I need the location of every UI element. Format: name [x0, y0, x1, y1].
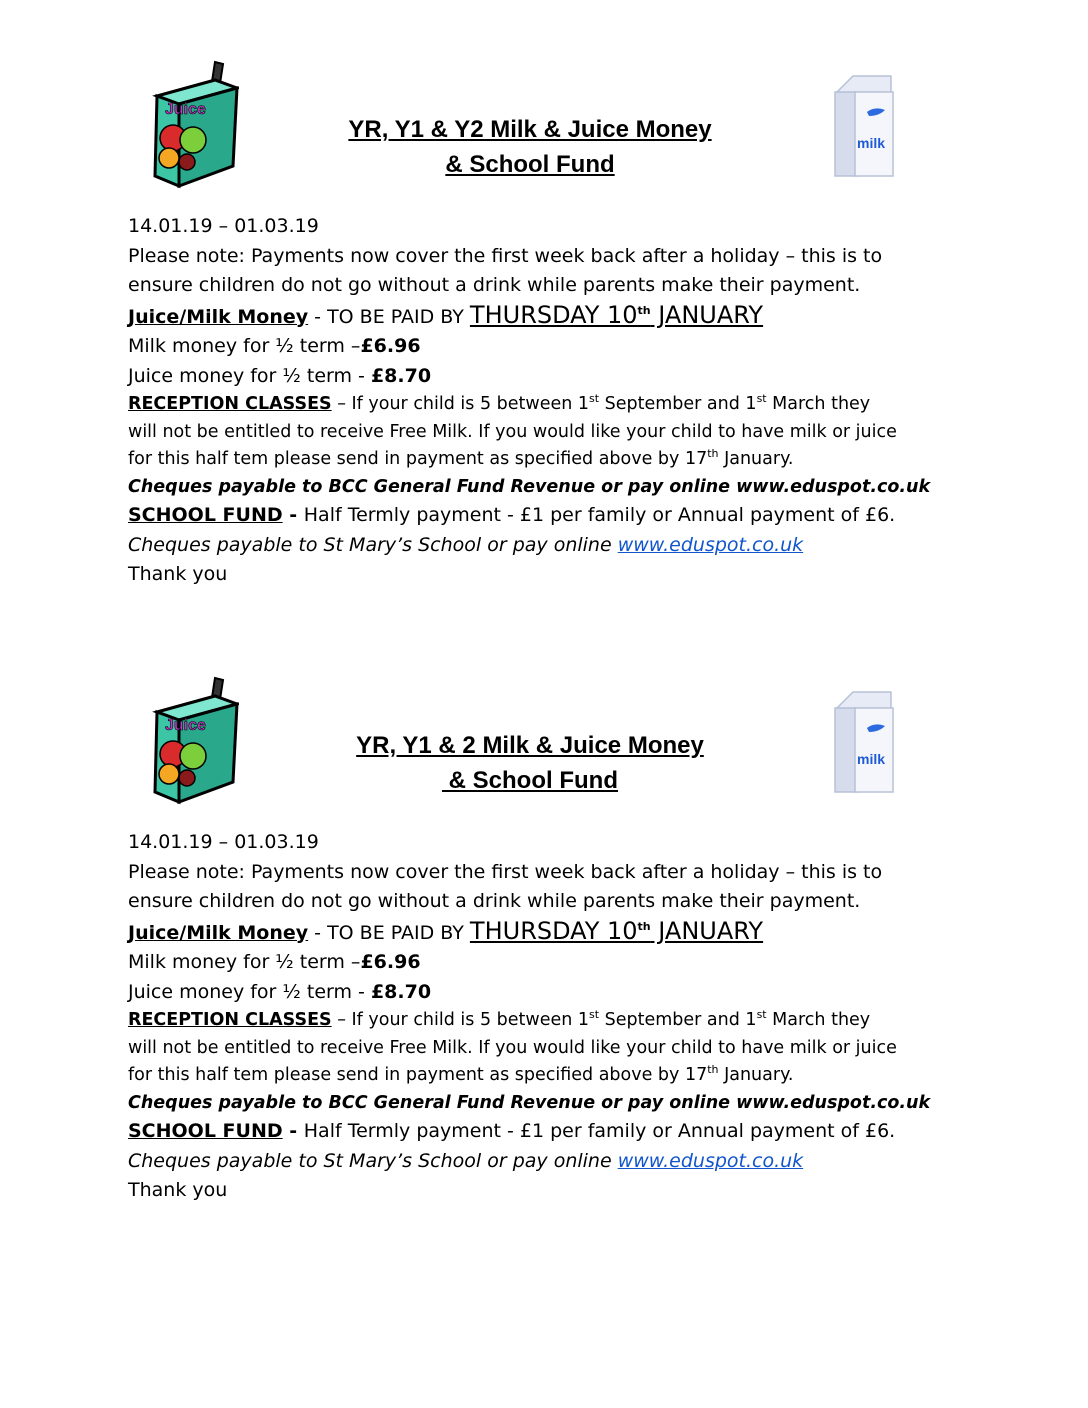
milk-price-line: Milk money for ½ term –£6.96: [128, 951, 421, 973]
cheques-school-line: Cheques payable to St Mary’s School or pay online www.eduspot.co.uk: [128, 533, 804, 556]
juice-price: £8.70: [370, 980, 432, 1003]
reception-label: RECEPTION CLASSES: [128, 394, 332, 414]
juice-milk-label: Juice/Milk Money: [128, 305, 309, 328]
date-range: 14.01.19 – 01.03.19: [128, 215, 319, 237]
svg-text:Juice: Juice: [165, 717, 206, 734]
svg-text:Juice: Juice: [165, 101, 206, 118]
reception-line-1: RECEPTION CLASSES – If your child is 5 between 1st September and 1st March they: [128, 392, 871, 414]
milk-price: £6.96: [360, 951, 421, 973]
date-range: 14.01.19 – 01.03.19: [128, 831, 319, 853]
juice-price: £8.70: [370, 364, 432, 387]
cheques-bcc: Cheques payable to BCC General Fund Revenue or pay online www.eduspot.co.uk: [128, 476, 931, 497]
deadline-date: THURSDAY 10th JANUARY: [469, 916, 764, 945]
notice-title-line1: YR, Y1 & Y2 Milk & Juice Money: [348, 116, 712, 143]
notice-body: [128, 828, 968, 1206]
milk-price-line: Milk money for ½ term –£6.96: [128, 335, 421, 357]
note-line-2: ensure children do not go without a drink while parents make their payment.: [128, 890, 861, 912]
school-fund-line: SCHOOL FUND - Half Termly payment - £1 per family or Annual payment of £6.: [128, 504, 896, 526]
juice-box-icon: [149, 58, 239, 190]
cheques-school-line: Cheques payable to St Mary’s School or pay online www.eduspot.co.uk: [128, 1149, 804, 1172]
reception-label: RECEPTION CLASSES: [128, 1010, 332, 1030]
deadline-date: THURSDAY 10th JANUARY: [469, 300, 764, 329]
to-be-paid-text: - TO BE PAID BY: [308, 305, 470, 328]
reception-line-1: RECEPTION CLASSES – If your child is 5 between 1st September and 1st March they: [128, 1008, 871, 1030]
notice-title-line2: & School Fund: [445, 151, 615, 178]
reception-line-2: will not be entitled to receive Free Milk. If you would like your child to have milk or juice: [128, 1037, 897, 1058]
milk-price: £6.96: [360, 335, 421, 357]
school-fund-label: SCHOOL FUND: [128, 1120, 283, 1142]
school-fund-label: SCHOOL FUND: [128, 504, 283, 526]
note-line-2: ensure children do not go without a drink while parents make their payment.: [128, 274, 861, 296]
reception-line-3: for this half tem please send in payment as specified above by 17th January.: [128, 447, 794, 469]
svg-text:milk: milk: [857, 135, 886, 151]
cheques-bcc: Cheques payable to BCC General Fund Revenue or pay online www.eduspot.co.uk: [128, 1092, 931, 1113]
school-fund-line: SCHOOL FUND - Half Termly payment - £1 per family or Annual payment of £6.: [128, 1120, 896, 1142]
deadline-line: [128, 301, 968, 333]
note-line-1: Please note: Payments now cover the first week back after a holiday – this is to: [128, 860, 883, 883]
thank-you: Thank you: [128, 1179, 228, 1201]
reception-line-2: will not be entitled to receive Free Milk. If you would like your child to have milk or juice: [128, 421, 897, 442]
juice-price-line: Juice money for ½ term - £8.70: [128, 364, 432, 387]
svg-text:milk: milk: [857, 751, 886, 767]
reception-line-3: for this half tem please send in payment as specified above by 17th January.: [128, 1063, 794, 1085]
note-line-1: Please note: Payments now cover the first week back after a holiday – this is to: [128, 244, 883, 267]
milk-carton-icon: [831, 688, 897, 794]
juice-price-line: Juice money for ½ term - £8.70: [128, 980, 432, 1003]
to-be-paid-text: - TO BE PAID BY: [308, 921, 470, 944]
notice-body: [128, 212, 968, 590]
notice-title-line2: & School Fund: [442, 767, 618, 794]
eduspot-link[interactable]: www.eduspot.co.uk: [617, 1149, 804, 1172]
deadline-line: [128, 917, 968, 949]
notice-title-line1: YR, Y1 & 2 Milk & Juice Money: [356, 732, 704, 759]
juice-milk-label: Juice/Milk Money: [128, 921, 309, 944]
eduspot-link[interactable]: www.eduspot.co.uk: [617, 533, 804, 556]
milk-carton-icon: [831, 72, 897, 178]
thank-you: Thank you: [128, 563, 228, 585]
juice-box-icon: [149, 674, 239, 806]
